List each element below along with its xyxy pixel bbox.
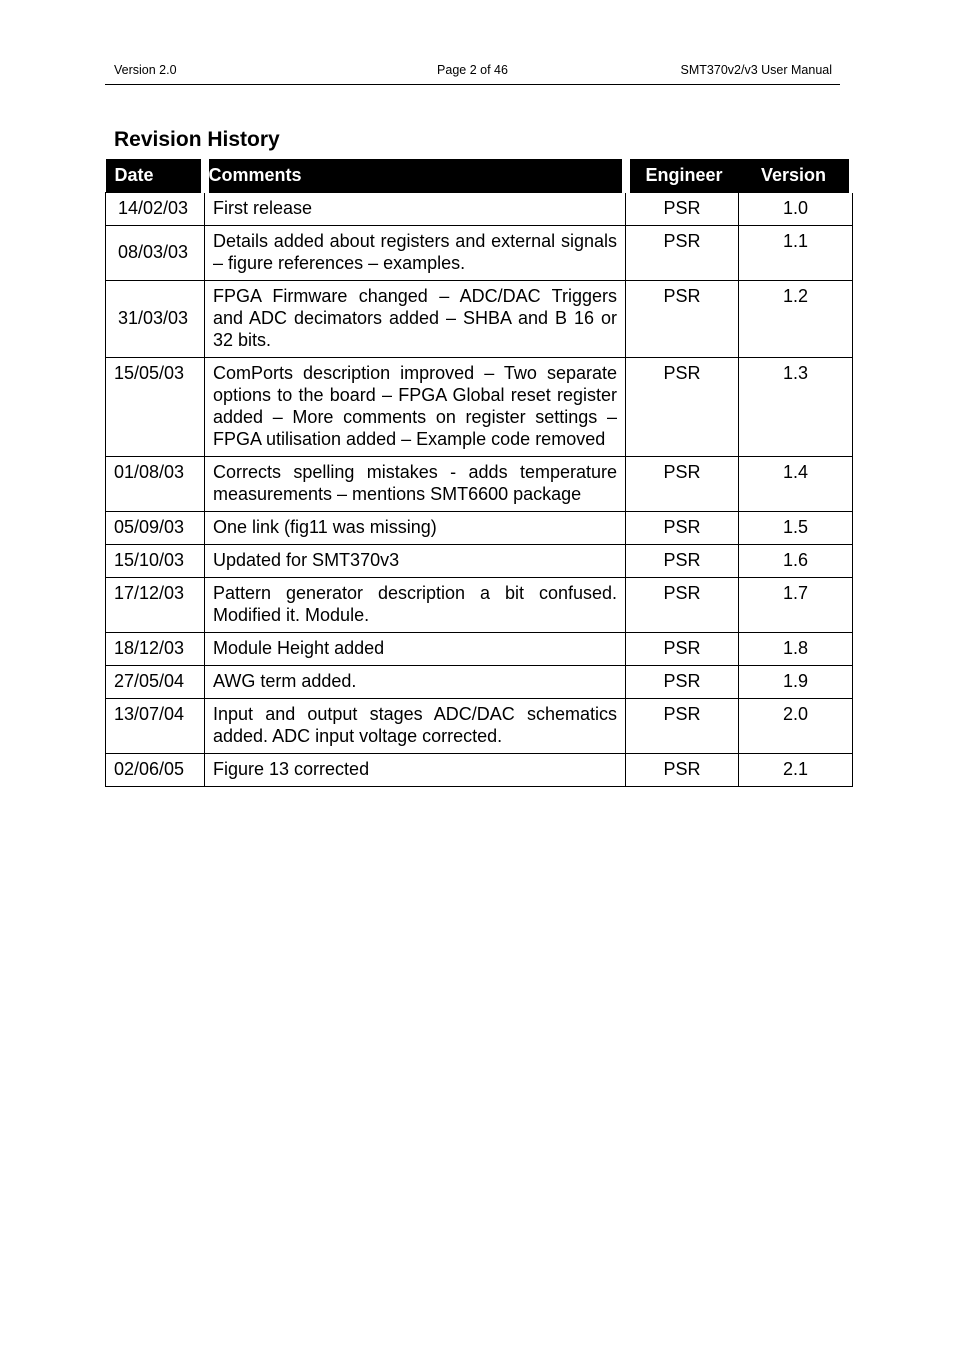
cell-date: 02/06/05 [106,753,205,786]
cell-version: 1.9 [739,665,853,698]
cell-date: 13/07/04 [106,698,205,753]
table-row [106,511,853,544]
table-row [106,456,853,511]
cell-engineer: PSR [626,544,739,577]
cell-engineer: PSR [626,280,739,357]
cell-comments: Figure 13 corrected [205,753,626,786]
cell-version: 1.6 [739,544,853,577]
table-row [106,280,853,357]
column-header-engineer: Engineer [626,159,739,192]
cell-date: 15/05/03 [106,357,205,456]
cell-version: 1.2 [739,280,853,357]
cell-engineer: PSR [626,698,739,753]
revision-history-table [105,159,857,787]
cell-engineer: PSR [626,456,739,511]
table-row [106,225,853,280]
cell-date: 01/08/03 [106,456,205,511]
cell-version: 1.5 [739,511,853,544]
cell-date: 14/02/03 [106,192,205,225]
cell-comments: Pattern generator description a bit confused. Modified it. Module. [205,577,626,632]
table-header-row [106,159,853,192]
page-header [105,62,840,85]
cell-version: 2.1 [739,753,853,786]
cell-engineer: PSR [626,192,739,225]
table-row [106,357,853,456]
cell-comments: Details added about registers and external signals – figure references – examples. [205,225,626,280]
table-body [106,192,853,786]
cell-engineer: PSR [626,753,739,786]
cell-comments: FPGA Firmware changed – ADC/DAC Triggers and ADC decimators added – SHBA and B 16 or 32 bits. [205,280,626,357]
cell-engineer: PSR [626,511,739,544]
cell-version: 1.7 [739,577,853,632]
table-row [106,632,853,665]
column-header-comments: Comments [205,159,626,192]
table-row [106,753,853,786]
cell-comments: One link (fig11 was missing) [205,511,626,544]
column-header-date: Date [106,159,205,192]
cell-engineer: PSR [626,665,739,698]
cell-version: 1.4 [739,456,853,511]
cell-date: 05/09/03 [106,511,205,544]
cell-date: 18/12/03 [106,632,205,665]
header-document-title: SMT370v2/v3 User Manual [680,63,832,77]
cell-version: 1.1 [739,225,853,280]
cell-engineer: PSR [626,225,739,280]
table-header [106,159,853,192]
cell-date: 17/12/03 [106,577,205,632]
table-row [106,698,853,753]
table-row [106,544,853,577]
header-version: Version 2.0 [114,63,177,77]
cell-engineer: PSR [626,357,739,456]
cell-comments: Module Height added [205,632,626,665]
cell-date: 08/03/03 [106,225,205,280]
cell-date: 31/03/03 [106,280,205,357]
header-page-number: Page 2 of 46 [437,63,508,77]
cell-version: 1.0 [739,192,853,225]
cell-version: 2.0 [739,698,853,753]
cell-comments: Input and output stages ADC/DAC schematics added. ADC input voltage corrected. [205,698,626,753]
section-title: Revision History [114,128,280,151]
cell-comments: Corrects spelling mistakes - adds temperature measurements – mentions SMT6600 package [205,456,626,511]
cell-date: 27/05/04 [106,665,205,698]
cell-comments: ComPorts description improved – Two separate options to the board – FPGA Global reset register added – More comments on register settings – FPGA utilisation added – Example code removed [205,357,626,456]
cell-version: 1.8 [739,632,853,665]
cell-date: 15/10/03 [106,544,205,577]
cell-comments: AWG term added. [205,665,626,698]
cell-comments: First release [205,192,626,225]
table-row [106,665,853,698]
table-row [106,577,853,632]
cell-version: 1.3 [739,357,853,456]
cell-engineer: PSR [626,577,739,632]
table-row [106,192,853,225]
cell-engineer: PSR [626,632,739,665]
cell-comments: Updated for SMT370v3 [205,544,626,577]
column-header-version: Version [739,159,853,192]
